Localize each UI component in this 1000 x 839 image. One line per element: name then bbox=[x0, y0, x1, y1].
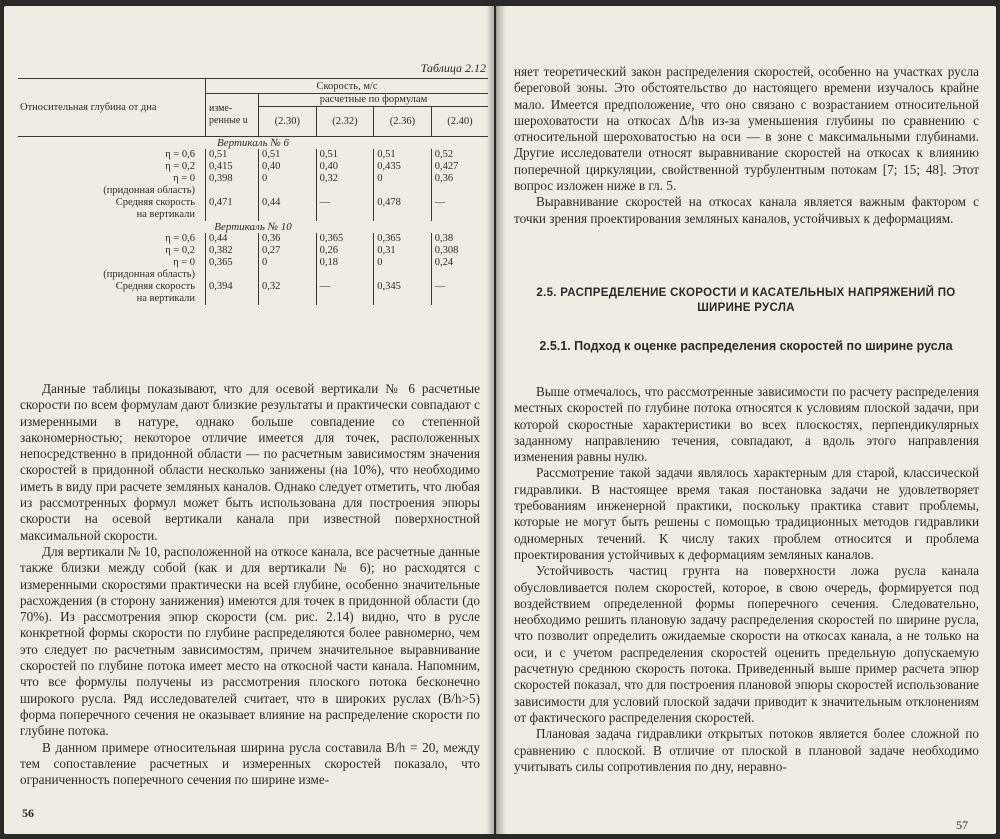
paragraph: Для вертикали № 10, расположенной на откосе канала, все расчетные данные также близки между собой (как и для вертикали № 6); но расходятся с измеренными скоростями практически на всей глубине, особенно значительные расхождения (в сторону занижения) имеются для точек в придонной области (до 70%). Из рассмотрения эпюр скорости (см. рис. 2.14) видно, что в русле конкретной формы скорости по глубине распределяются более равномерно, чем это следует по расчетным зависимостям, причем значительное выравнивание скоростей по глубине потока имеет место на откосной части канала. Напомним, что все формулы получены из рассмотрения плоского потока бесконечно широкого русла. Ряд исследователей считает, что в широких руслах (B/h>5) форма поперечного сечения не оказывает влияние на распределение скорости по глубине потока. bbox=[20, 543, 480, 739]
row-label: (придонная область) bbox=[103, 269, 195, 280]
table-cell: 0,308 bbox=[431, 245, 488, 257]
table-cell bbox=[259, 185, 317, 197]
table-cell: 0,427 bbox=[431, 161, 488, 173]
header-measured: изме-ренные u bbox=[206, 94, 259, 137]
table-row bbox=[18, 197, 488, 209]
table-cell bbox=[316, 185, 374, 197]
row-label: на вертикали bbox=[136, 293, 195, 304]
paragraph: Плановая задача гидравлики открытых потоков является более сложной по сравнению с плоской. В отличие от плоской в плановой задаче необходимо учитывать силы сопротивления по дну, неравно- bbox=[514, 726, 979, 774]
table-cell bbox=[316, 209, 374, 221]
table-row bbox=[18, 233, 488, 245]
book-gutter bbox=[486, 6, 506, 834]
table-row bbox=[18, 161, 488, 173]
left-page bbox=[4, 6, 494, 834]
table-cell: 0 bbox=[259, 257, 317, 269]
table-cell bbox=[206, 209, 259, 221]
table-cell bbox=[374, 293, 432, 305]
table-cell: 0,435 bbox=[374, 161, 432, 173]
row-label: η = 0,6 bbox=[165, 149, 195, 160]
table-cell: 0,394 bbox=[206, 281, 259, 293]
section-title: Вертикаль № 10 bbox=[214, 221, 292, 233]
table-cell: 0,44 bbox=[259, 197, 317, 209]
table-cell bbox=[259, 269, 317, 281]
table-cell: 0,32 bbox=[316, 173, 374, 185]
table-row bbox=[18, 185, 488, 197]
table-cell: 0,51 bbox=[259, 149, 317, 161]
table-cell: 0 bbox=[374, 257, 432, 269]
section-heading: 2.5. РАСПРЕДЕЛЕНИЕ СКОРОСТИ И КАСАТЕЛЬНЫХ НАПРЯЖЕНИЙ ПО ШИРИНЕ РУСЛА bbox=[536, 287, 956, 314]
paragraph: Рассмотрение такой задачи являлось характерным для старой, классической гидравлики. В настоящее время такая постановка задачи не удовлетворяет требованиям инженерной практики, поскольку практика ставит проблемы, которые не могут быть решены с помощью традиционных методов гидравлики одномерных течений. К числу таких проблем относится и проблема проектирования устойчивых к деформациям земляных каналов. bbox=[514, 465, 979, 562]
right-body-bottom bbox=[514, 384, 979, 775]
table-cell: 0,382 bbox=[206, 245, 259, 257]
table-cell bbox=[431, 293, 488, 305]
subsection-heading: 2.5.1. Подход к оценке распределения скоростей по ширине русла bbox=[539, 339, 953, 353]
table-cell bbox=[259, 293, 317, 305]
paragraph: няет теоретический закон распределения скоростей, особенно на участках русла береговой зоны. Это обстоятельство до настоящего времени изучалось крайне мало. Имеется предположение, что оно связано с возрастанием относительной шероховатости на откосах Δ/hв из-за уменьшения глубины по сравнению с относительной шероховатостью на оси — в зоне с максимальными глубинами. Другие исследователи относят выравнивание скоростей на откосах к влиянию поперечной циркуляции, свойственной турбулентным потокам [7; 15; 48]. Этот вопрос изложен ниже в гл. 5. bbox=[514, 64, 979, 194]
table-cell: 0,478 bbox=[374, 197, 432, 209]
table-row bbox=[18, 293, 488, 305]
left-body bbox=[20, 381, 480, 788]
table-cell: 0,365 bbox=[316, 233, 374, 245]
table-cell: 0,24 bbox=[431, 257, 488, 269]
table-cell bbox=[259, 209, 317, 221]
velocity-table bbox=[18, 78, 488, 305]
table-cell: 0,18 bbox=[316, 257, 374, 269]
paragraph: В данном примере относительная ширина русла составила B/h = 20, между тем сопоставление расчетных и измеренных скоростей показало, что ограниченность поперечного сечения по ширине изме- bbox=[20, 739, 480, 788]
table-row bbox=[18, 149, 488, 161]
table-cell bbox=[206, 269, 259, 281]
table-cell bbox=[206, 293, 259, 305]
formula-col: (2.30) bbox=[259, 107, 317, 137]
table-cell: 0,27 bbox=[259, 245, 317, 257]
table-cell: 0,51 bbox=[316, 149, 374, 161]
row-label: Средняя скорость bbox=[115, 281, 195, 292]
header-depth: Относительная глубина от дна bbox=[20, 101, 157, 113]
table-cell: 0,32 bbox=[259, 281, 317, 293]
table-cell bbox=[431, 185, 488, 197]
table-cell: 0,415 bbox=[206, 161, 259, 173]
row-label: на вертикали bbox=[136, 209, 195, 220]
table-cell bbox=[431, 269, 488, 281]
row-label: (придонная область) bbox=[103, 185, 195, 196]
table-cell: 0,40 bbox=[259, 161, 317, 173]
table-cell: 0,52 bbox=[431, 149, 488, 161]
row-label: η = 0 bbox=[173, 173, 195, 184]
table-cell bbox=[374, 209, 432, 221]
row-label: η = 0,6 bbox=[165, 233, 195, 244]
paragraph: Устойчивость частиц грунта на поверхности ложа русла канала обусловливается полем скоростей, которое, в свою очередь, формируется под воздействием определенной формы поперечного сечения. Следовательно, необходимо решить плановую задачу распределения скоростей по ширине русла, что позволит определить ожидаемые скорости на откосах канала, а не только на оси, и с учетом распределения скоростей оценить предельную допускаемую расчетную среднюю скорость потока. Приведенный выше пример расчета эпюр скоростей показал, что для построения плановой эпюры скоростей использование зависимости для условий плоской задачи приводит к значительным отклонениям от фактического распределения скоростей. bbox=[514, 563, 979, 725]
table-cell: 0,51 bbox=[206, 149, 259, 161]
table-cell: 0,365 bbox=[374, 233, 432, 245]
paragraph: Выравнивание скоростей на откосах канала является важным фактором с точки зрения проектирования земляных каналов, устойчивых к деформациям. bbox=[514, 194, 979, 226]
row-label: η = 0,2 bbox=[165, 245, 195, 256]
table-row bbox=[18, 281, 488, 293]
row-label: Средняя скорость bbox=[115, 197, 195, 208]
table-cell bbox=[316, 269, 374, 281]
table-cell bbox=[316, 293, 374, 305]
table-cell: — bbox=[316, 197, 374, 209]
formula-col: (2.40) bbox=[431, 107, 488, 137]
table-cell: 0,51 bbox=[374, 149, 432, 161]
header-calculated: расчетные по формулам bbox=[259, 94, 489, 107]
table-cell: — bbox=[431, 197, 488, 209]
table-cell: 0,44 bbox=[206, 233, 259, 245]
header-speed: Скорость, м/с bbox=[206, 79, 489, 94]
row-label: η = 0,2 bbox=[165, 161, 195, 172]
section-title: Вертикаль № 6 bbox=[217, 137, 289, 149]
table-cell bbox=[206, 185, 259, 197]
paragraph: Данные таблицы показывают, что для осевой вертикали № 6 расчетные скорости по всем формулам дают близкие результаты и практически совпадают с измеренными в натуре, однако больше совпадение со степенной закономерностью; некоторое отличие имеется для точек, расположенных непосредственно в придонной области — по расчетным зависимостям значения скоростей в придонной области несколько занижены (на 10%), что необходимо иметь в виду при расчете земляных каналов. Однако следует отметить, что любая из рассмотренных формул может быть использована для построения эпюры скорости на осевой вертикали канала при известной поверхностной максимальной скорости. bbox=[20, 381, 480, 543]
formula-col: (2.36) bbox=[374, 107, 432, 137]
page-number: 57 bbox=[956, 818, 968, 832]
page-number: 56 bbox=[22, 806, 34, 820]
table-cell: 0,345 bbox=[374, 281, 432, 293]
table-cell: 0 bbox=[259, 173, 317, 185]
table-cell bbox=[431, 209, 488, 221]
table-cell: 0,36 bbox=[259, 233, 317, 245]
table-row bbox=[18, 245, 488, 257]
table-cell: — bbox=[316, 281, 374, 293]
table-cell: 0,365 bbox=[206, 257, 259, 269]
table-cell: 0,36 bbox=[431, 173, 488, 185]
table-cell: 0,398 bbox=[206, 173, 259, 185]
table-row bbox=[18, 269, 488, 281]
table-cell: 0,31 bbox=[374, 245, 432, 257]
table-cell: 0,38 bbox=[431, 233, 488, 245]
row-label: η = 0 bbox=[173, 257, 195, 268]
table-cell: — bbox=[431, 281, 488, 293]
table-cell bbox=[374, 185, 432, 197]
paragraph: Выше отмечалось, что рассмотренные зависимости по расчету распределения местных скоростей по глубине потока относятся к условиям плоской задачи, при которой скоростные характеристики во всех плоскостях, перпендикулярных заданному направлению течения, совпадают, а вдоль этого направления изменения равны нулю. bbox=[514, 384, 979, 465]
table-cell bbox=[374, 269, 432, 281]
table-cell: 0,471 bbox=[206, 197, 259, 209]
table-row bbox=[18, 209, 488, 221]
table-cell: 0,40 bbox=[316, 161, 374, 173]
right-body-top bbox=[514, 64, 979, 227]
table-caption: Таблица 2.12 bbox=[420, 61, 486, 75]
table-row bbox=[18, 173, 488, 185]
right-page bbox=[496, 6, 996, 834]
table-row bbox=[18, 257, 488, 269]
table-cell: 0 bbox=[374, 173, 432, 185]
table-cell: 0,26 bbox=[316, 245, 374, 257]
formula-col: (2.32) bbox=[316, 107, 374, 137]
